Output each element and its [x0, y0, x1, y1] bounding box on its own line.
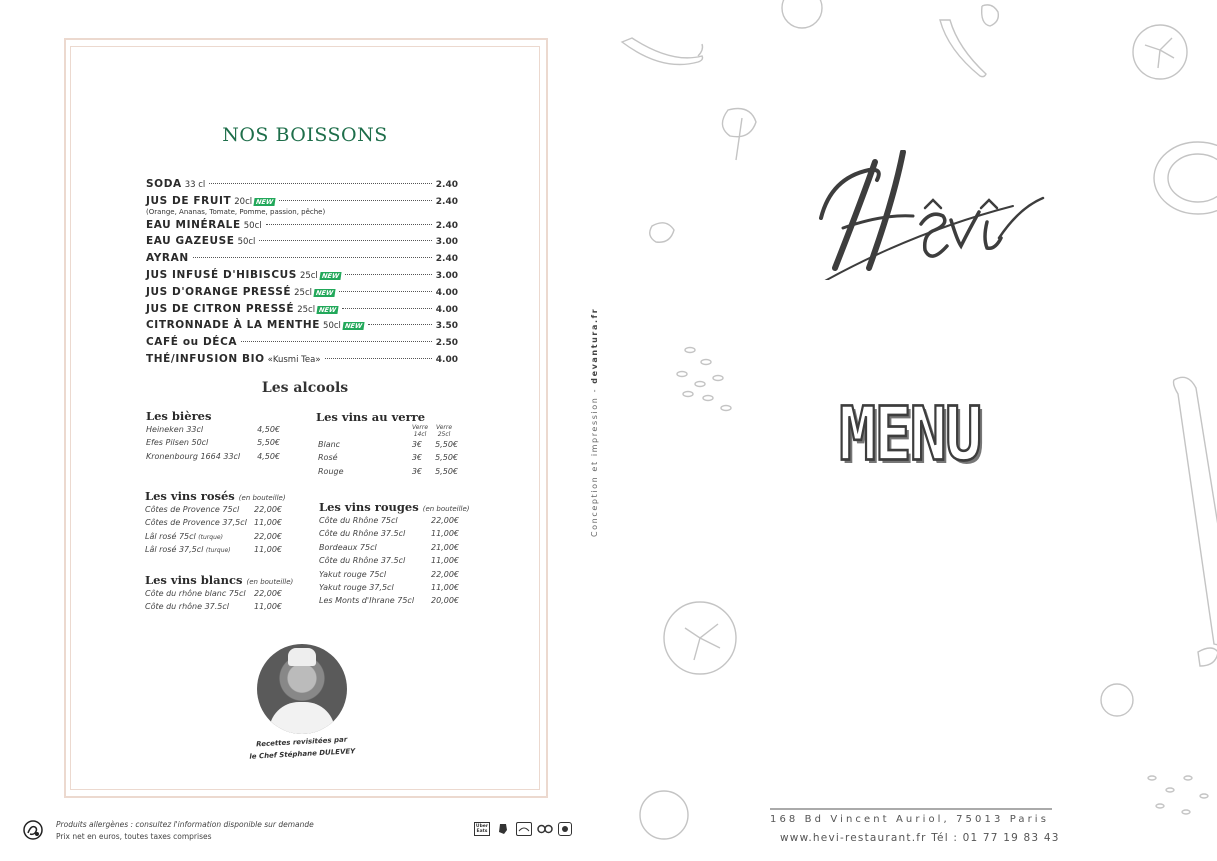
- list-item: [145, 602, 282, 615]
- item-name: Côtes de Provence 75cl: [145, 505, 240, 514]
- list-item: [319, 556, 459, 569]
- beers-list: [146, 425, 280, 465]
- list-item: [145, 589, 282, 602]
- allergen-icon: [22, 819, 44, 841]
- drink-name: THÉ/INFUSION BIO: [146, 352, 265, 365]
- tomato-sketch-icon: [782, 0, 822, 28]
- drink-name: JUS DE FRUIT: [146, 194, 232, 207]
- drink-size: 50cl: [243, 220, 262, 231]
- item-price: 11,00€: [431, 582, 459, 592]
- list-item: [318, 453, 458, 466]
- new-badge: NEW: [315, 288, 334, 297]
- list-item: [319, 543, 459, 556]
- red-wines-list: [319, 516, 459, 610]
- drink-name: CITRONNADE À LA MENTHE: [146, 319, 321, 332]
- list-item: [146, 452, 280, 465]
- drink-item: [146, 319, 458, 336]
- grill-pan-icon: [1154, 142, 1217, 214]
- list-item: [319, 583, 459, 596]
- drink-size: «Kusmi Tea»: [267, 354, 321, 365]
- drink-price: 3.00: [435, 270, 458, 281]
- chili-pepper-icon: [622, 38, 703, 65]
- item-price: 20,00€: [431, 596, 459, 606]
- price-glass-25: 5,50€: [435, 466, 458, 476]
- alcohols-title: Les alcools: [261, 380, 349, 396]
- drink-item: [146, 269, 458, 286]
- drink-name: SODA: [146, 178, 182, 190]
- item-name: Yakut rouge 37,5cl: [319, 582, 394, 592]
- item-name: Rosé: [318, 453, 338, 463]
- item-name: Bordeaux 75cl: [319, 542, 377, 552]
- address-divider: [770, 808, 1052, 810]
- item-name: Rouge: [318, 466, 344, 476]
- drink-size: 33 cl: [184, 180, 206, 190]
- drink-name: JUS DE CITRON PRESSÉ: [146, 302, 295, 315]
- delivery-logos: [474, 822, 572, 836]
- list-item: [145, 545, 282, 558]
- drink-size: 50cl: [237, 237, 256, 248]
- wine-glass-title: Les vins au verre: [316, 410, 426, 424]
- item-price: 22,00€: [431, 516, 459, 525]
- item-price: 5,50€: [257, 438, 280, 448]
- drink-price: 2.40: [435, 196, 458, 207]
- rose-wines-title: Les vins rosés (en bouteille): [145, 489, 286, 503]
- rose-wines-list: [145, 505, 282, 559]
- restaurant-guru-logo: [558, 822, 572, 836]
- list-item: [146, 425, 280, 438]
- item-price: 11,00€: [431, 556, 459, 566]
- drink-size: 25cl: [299, 270, 318, 281]
- dot-leader: [193, 257, 432, 258]
- tomato-slice-icon: [664, 602, 736, 674]
- drink-name: AYRAN: [146, 252, 189, 265]
- glass-col-25: Verre 25cl: [435, 424, 453, 438]
- list-item: [318, 467, 458, 480]
- wine-glass-list: [318, 440, 458, 480]
- item-price: 11,00€: [254, 518, 282, 528]
- item-price: 22,00€: [254, 589, 282, 598]
- dot-leader: [325, 358, 432, 359]
- beers-title: Les bières: [146, 409, 212, 423]
- tomato-small-icon: [1101, 684, 1133, 716]
- drink-price: 4.00: [435, 354, 458, 365]
- drink-name: JUS INFUSÉ D'HIBISCUS: [146, 268, 297, 281]
- drink-price: 4.00: [435, 287, 458, 298]
- item-note: (turque): [198, 533, 223, 541]
- item-name: Lâl rosé 37,5cl (turque): [145, 545, 231, 555]
- drink-item: [146, 178, 458, 195]
- seeds-bottom-icon: [1148, 776, 1208, 814]
- dot-leader: [339, 291, 432, 292]
- drink-price: 2.40: [435, 220, 458, 231]
- item-note: (turque): [205, 547, 231, 555]
- tripadvisor-logo: [537, 822, 553, 836]
- website-phone: www.hevi-restaurant.fr Tél : 01 77 19 83 43: [780, 832, 1060, 844]
- dot-leader: [342, 308, 432, 309]
- item-name: Les Monts d'Ihrane 75cl: [319, 596, 415, 606]
- drink-size: 20cl: [234, 196, 253, 207]
- item-name: Côtes de Provence 37,5cl: [145, 518, 247, 528]
- new-badge: NEW: [255, 197, 274, 206]
- uber-eats-logo: Uber Eats: [475, 824, 489, 834]
- drink-flavours: (Orange, Ananas, Tomate, Pomme, passion, pêche): [146, 207, 326, 216]
- drink-price: 2.40: [435, 254, 458, 265]
- item-name: Côte du rhône 37.5cl: [145, 602, 229, 612]
- restaurant-address: 168 Bd Vincent Auriol, 75013 Paris: [770, 814, 1049, 825]
- drink-name: JUS D'ORANGE PRESSÉ: [146, 285, 292, 298]
- drink-item: [146, 252, 458, 269]
- pepper-sketch-icon: [982, 5, 999, 26]
- item-price: 22,00€: [254, 505, 282, 514]
- item-name: Heineken 33cl: [146, 425, 204, 434]
- drink-name: CAFÉ ou DÉCA: [146, 336, 238, 349]
- item-price: 11,00€: [254, 602, 282, 612]
- drink-item: [146, 303, 458, 320]
- parsley-leaf-2-icon: [650, 223, 674, 242]
- drinks-list: [146, 178, 458, 370]
- drinks-title: NOS BOISSONS: [222, 124, 388, 146]
- rolling-pin-icon: [1174, 377, 1217, 645]
- pepper-slice-icon: [1198, 648, 1217, 666]
- price-glass-14: 3€: [411, 453, 422, 463]
- list-item: [145, 518, 282, 531]
- item-name: Lâl rosé 75cl (turque): [145, 531, 223, 541]
- dot-leader: [241, 341, 432, 342]
- item-name: Côte du Rhône 37.5cl: [319, 529, 406, 539]
- drink-item: [146, 336, 458, 353]
- drink-name: EAU GAZEUSE: [146, 235, 235, 248]
- dot-leader: [209, 183, 431, 184]
- list-item: [146, 438, 280, 451]
- drink-price: 2.50: [435, 338, 458, 349]
- list-item: [319, 570, 459, 583]
- drink-size: 25cl: [297, 304, 316, 315]
- price-glass-14: 3€: [411, 466, 422, 476]
- parsley-leaf-icon: [722, 109, 756, 161]
- list-item: [145, 505, 282, 518]
- tomato-bottom-icon: [640, 791, 688, 839]
- tomato-half-icon: [1133, 25, 1187, 79]
- seeds-sketch-icon: [677, 348, 731, 411]
- item-name: Côte du rhône blanc 75cl: [145, 589, 246, 598]
- price-glass-25: 5,50€: [435, 453, 458, 463]
- drink-size: 50cl: [323, 321, 341, 332]
- drink-price: 3.50: [435, 321, 458, 332]
- drink-item: [146, 353, 458, 370]
- item-name: Blanc: [318, 440, 341, 449]
- drink-price: 3.00: [435, 237, 458, 248]
- dot-leader: [259, 240, 431, 241]
- wine-glass-columns: [408, 424, 456, 438]
- red-wines-title: Les vins rouges (en bouteille): [319, 500, 470, 514]
- drink-item: [146, 219, 458, 236]
- drink-price: 2.40: [435, 180, 458, 190]
- drink-item: [146, 286, 458, 303]
- drink-price: 4.00: [435, 304, 458, 315]
- price-glass-14: 3€: [411, 440, 422, 449]
- item-price: 4,50€: [257, 425, 280, 434]
- item-name: Efes Pilsen 50cl: [146, 438, 209, 448]
- new-badge: NEW: [321, 271, 340, 280]
- list-item: [145, 532, 282, 545]
- item-price: 21,00€: [431, 542, 459, 552]
- item-name: Yakut rouge 75cl: [319, 569, 387, 579]
- item-price: 4,50€: [257, 451, 280, 461]
- white-wines-title: Les vins blancs (en bouteille): [145, 573, 294, 587]
- item-price: 22,00€: [431, 569, 459, 579]
- just-eat-logo: [516, 822, 532, 836]
- new-badge: NEW: [318, 305, 337, 314]
- glass-col-14: Verre 14cl: [411, 424, 429, 438]
- dot-leader: [266, 224, 432, 225]
- list-item: [319, 516, 459, 529]
- item-name: Côte du Rhône 75cl: [319, 516, 398, 525]
- dot-leader: [368, 324, 432, 325]
- menu-heading: MENU: [839, 390, 981, 478]
- print-credit: Conception et impression - devantura.fr: [590, 307, 599, 537]
- drink-item: [146, 235, 458, 252]
- drink-name: EAU MINÉRALE: [146, 218, 241, 231]
- item-price: 11,00€: [431, 529, 459, 539]
- new-badge: NEW: [344, 322, 363, 331]
- dot-leader: [279, 200, 432, 201]
- brand-logo: [813, 150, 1053, 280]
- list-item: [319, 529, 459, 542]
- chef-caption: Recettes revisitées par le Chef Stéphane DULEVEY: [249, 735, 356, 761]
- item-price: 11,00€: [254, 545, 282, 555]
- drink-size: 25cl: [294, 287, 312, 298]
- list-item: [318, 440, 458, 453]
- list-item: [319, 596, 459, 609]
- deliveroo-logo: [495, 822, 511, 836]
- chef-photo: [257, 644, 347, 734]
- chili-pepper-2-icon: [940, 20, 986, 77]
- allergen-notice: Produits allergènes : consultez l'information disponible sur demande Prix net en euros, toutes taxes comprises: [56, 820, 314, 841]
- price-glass-25: 5,50€: [435, 440, 458, 449]
- brand-name-text: Hêvî: [813, 150, 816, 151]
- item-price: 22,00€: [254, 531, 282, 541]
- dot-leader: [345, 274, 432, 275]
- white-wines-list: [145, 589, 282, 616]
- item-name: Côte du Rhône 37.5cl: [319, 556, 406, 566]
- item-name: Kronenbourg 1664 33cl: [146, 451, 241, 461]
